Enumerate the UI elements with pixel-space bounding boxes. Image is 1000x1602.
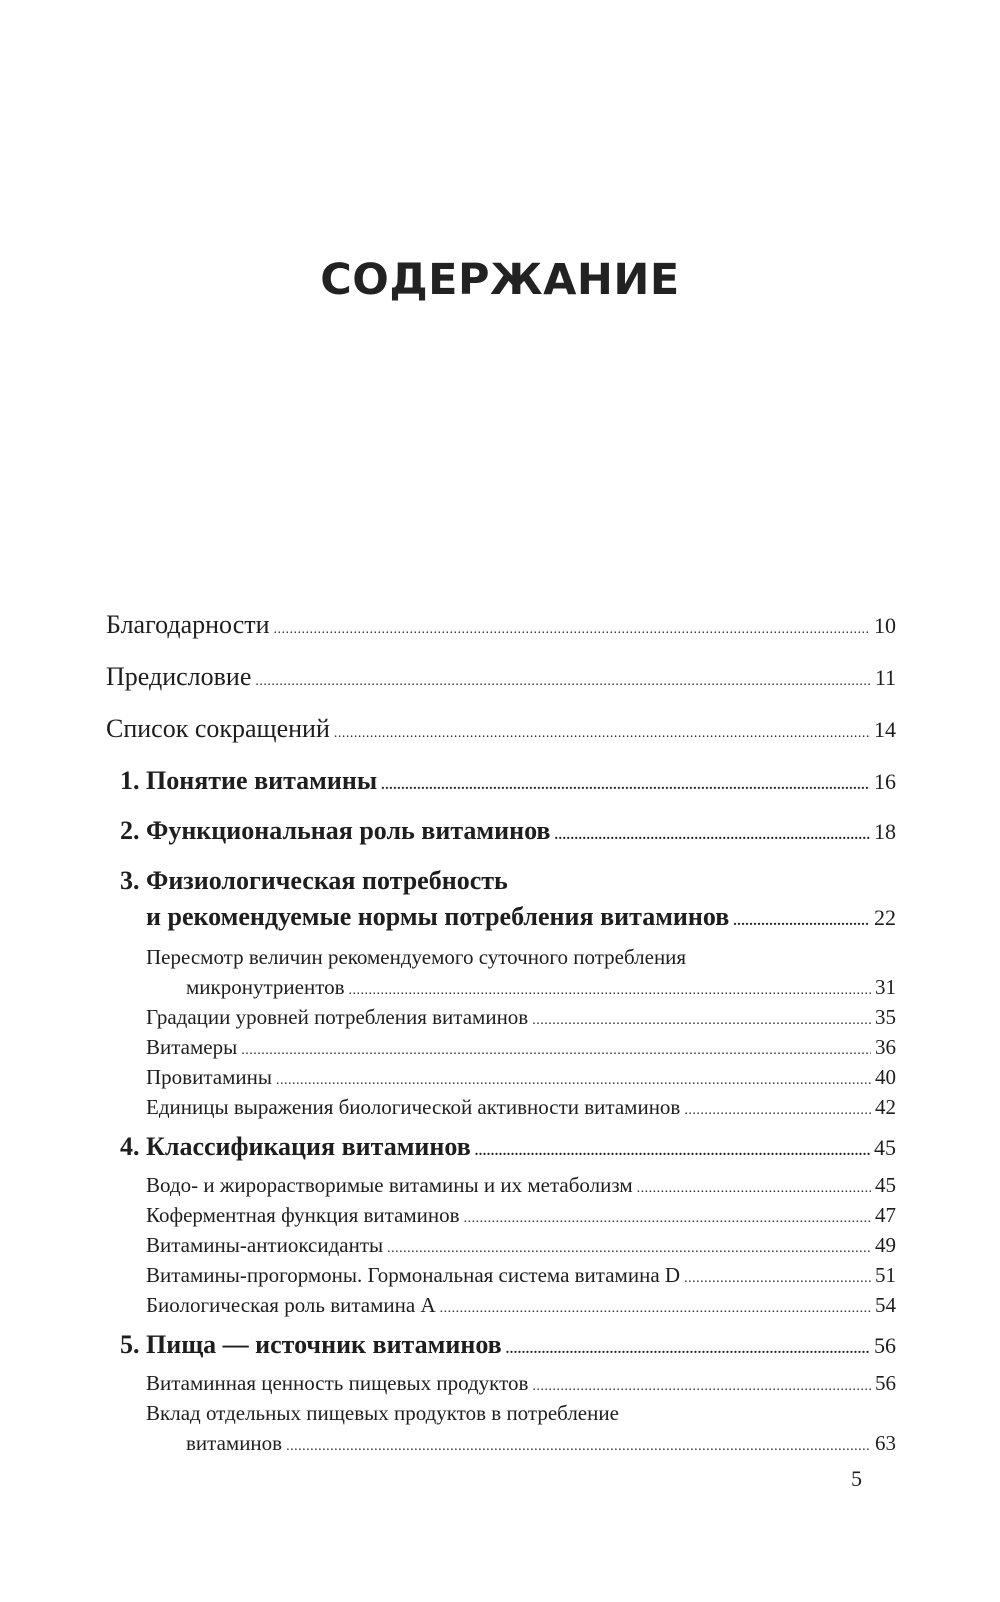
toc-entry-label: Благодарности xyxy=(106,610,270,639)
toc-entry-page: 45 xyxy=(875,1173,896,1197)
toc-chapter-3[interactable] xyxy=(106,866,896,942)
toc-subentry-label: Водо- и жирорастворимые витамины и их метаболизм xyxy=(146,1173,633,1197)
dot-leader xyxy=(464,1200,871,1234)
toc-entry-page: 22 xyxy=(874,905,896,930)
toc-subentry-label: Провитамины xyxy=(146,1065,272,1089)
toc-chapter-line2 xyxy=(106,902,896,942)
toc-entry-page: 54 xyxy=(875,1293,896,1317)
dot-leader xyxy=(532,1368,871,1402)
dot-leader xyxy=(440,1290,871,1324)
toc-chapter-label: 2. Функциональная роль витаминов xyxy=(120,816,551,845)
toc-subentry[interactable] xyxy=(106,1230,896,1260)
toc-chapter-label-line2: и рекомендуемые нормы потребления витаминов xyxy=(146,902,730,931)
toc-subentry-label-line2: витаминов xyxy=(186,1431,283,1455)
toc-subentry-label-line1: Вклад отдельных пищевых продуктов в потребление xyxy=(146,1401,619,1425)
toc-subentry[interactable] xyxy=(106,1368,896,1398)
dot-leader xyxy=(532,1002,871,1036)
toc-entry-page: 11 xyxy=(874,665,896,690)
toc-entry-page: 51 xyxy=(875,1263,896,1287)
toc-subentry[interactable] xyxy=(106,1062,896,1092)
dot-leader xyxy=(276,1062,871,1096)
toc-subentry-line2 xyxy=(106,1428,896,1458)
toc-subentry[interactable] xyxy=(106,1092,896,1132)
toc-entry-page: 56 xyxy=(875,1371,896,1395)
toc-entry-page: 35 xyxy=(875,1005,896,1029)
toc-subentry[interactable] xyxy=(106,942,896,1002)
toc-entry-page: 16 xyxy=(874,769,896,794)
page-title: СОДЕРЖАНИЕ xyxy=(320,254,680,305)
toc-chapter-label-line1: 3. Физиологическая потребность xyxy=(120,866,508,895)
dot-leader xyxy=(334,714,870,749)
toc-subentry[interactable] xyxy=(106,1032,896,1062)
toc-subentry-label: Витамеры xyxy=(146,1035,238,1059)
toc-entry-page: 14 xyxy=(874,717,896,742)
toc-chapter-2[interactable] xyxy=(106,816,896,866)
toc-subentry-label: Градации уровней потребления витаминов xyxy=(146,1005,529,1029)
dot-leader xyxy=(554,816,870,851)
toc-entry-page: 40 xyxy=(875,1065,896,1089)
toc-entry-page: 63 xyxy=(875,1431,896,1455)
dot-leader xyxy=(255,662,870,697)
toc-chapter-1[interactable] xyxy=(106,766,896,816)
toc-entry-label: Предисловие xyxy=(106,662,252,691)
toc-subentry[interactable] xyxy=(106,1398,896,1458)
toc-entry-page: 56 xyxy=(874,1333,896,1358)
toc-subentry[interactable] xyxy=(106,1200,896,1230)
dot-leader xyxy=(381,766,870,801)
toc-subentry[interactable] xyxy=(106,1170,896,1200)
toc-chapter-4[interactable] xyxy=(106,1132,896,1170)
toc-entry-page: 49 xyxy=(875,1233,896,1257)
dot-leader xyxy=(684,1092,871,1126)
toc-entry-page: 18 xyxy=(874,819,896,844)
toc-entry-page: 36 xyxy=(875,1035,896,1059)
dot-leader xyxy=(506,1330,870,1365)
toc-subentry[interactable] xyxy=(106,1260,896,1290)
toc-chapter-5[interactable] xyxy=(106,1330,896,1368)
toc-subentry-label: Биологическая роль витамина А xyxy=(146,1293,436,1317)
toc-subentry-label: Витамины-антиоксиданты xyxy=(146,1233,384,1257)
toc-subentry-label: Витамины-прогормоны. Гормональная система витамина D xyxy=(146,1263,681,1287)
toc-subentry-label: Коферментная функция витаминов xyxy=(146,1203,460,1227)
toc-subentry-label: Витаминная ценность пищевых продуктов xyxy=(146,1371,529,1395)
toc-subentry-label-line2: микронутриентов xyxy=(186,975,345,999)
table-of-contents xyxy=(106,610,896,1458)
dot-leader xyxy=(286,1428,871,1462)
toc-entry-page: 47 xyxy=(875,1203,896,1227)
toc-subentry[interactable] xyxy=(106,1290,896,1330)
toc-chapter-label: 4. Классификация витаминов xyxy=(120,1132,471,1161)
toc-subentry[interactable] xyxy=(106,1002,896,1032)
dot-leader xyxy=(274,610,870,645)
toc-chapter-label: 1. Понятие витамины xyxy=(120,766,378,795)
dot-leader xyxy=(349,972,871,1006)
toc-chapter-label: 5. Пища — источник витаминов xyxy=(120,1330,502,1359)
toc-entry-page: 10 xyxy=(874,613,896,638)
toc-entry-abbreviations[interactable] xyxy=(106,714,896,766)
toc-subentry-label: Единицы выражения биологической активности витаминов xyxy=(146,1095,681,1119)
dot-leader xyxy=(637,1170,871,1204)
dot-leader xyxy=(387,1230,871,1264)
toc-entry-label: Список сокращений xyxy=(106,714,330,743)
toc-entry-page: 42 xyxy=(875,1095,896,1119)
dot-leader xyxy=(475,1132,870,1167)
page-number: 5 xyxy=(851,1466,862,1491)
toc-entry-preface[interactable] xyxy=(106,662,896,714)
toc-entry-page: 45 xyxy=(874,1135,896,1160)
toc-subentry-label-line1: Пересмотр величин рекомендуемого суточного потребления xyxy=(146,945,687,969)
dot-leader xyxy=(241,1032,871,1066)
toc-subentry-line2 xyxy=(106,972,896,1002)
toc-entry-acknowledgements[interactable] xyxy=(106,610,896,662)
dot-leader xyxy=(684,1260,871,1294)
toc-entry-page: 31 xyxy=(875,975,896,999)
dot-leader xyxy=(733,902,870,937)
